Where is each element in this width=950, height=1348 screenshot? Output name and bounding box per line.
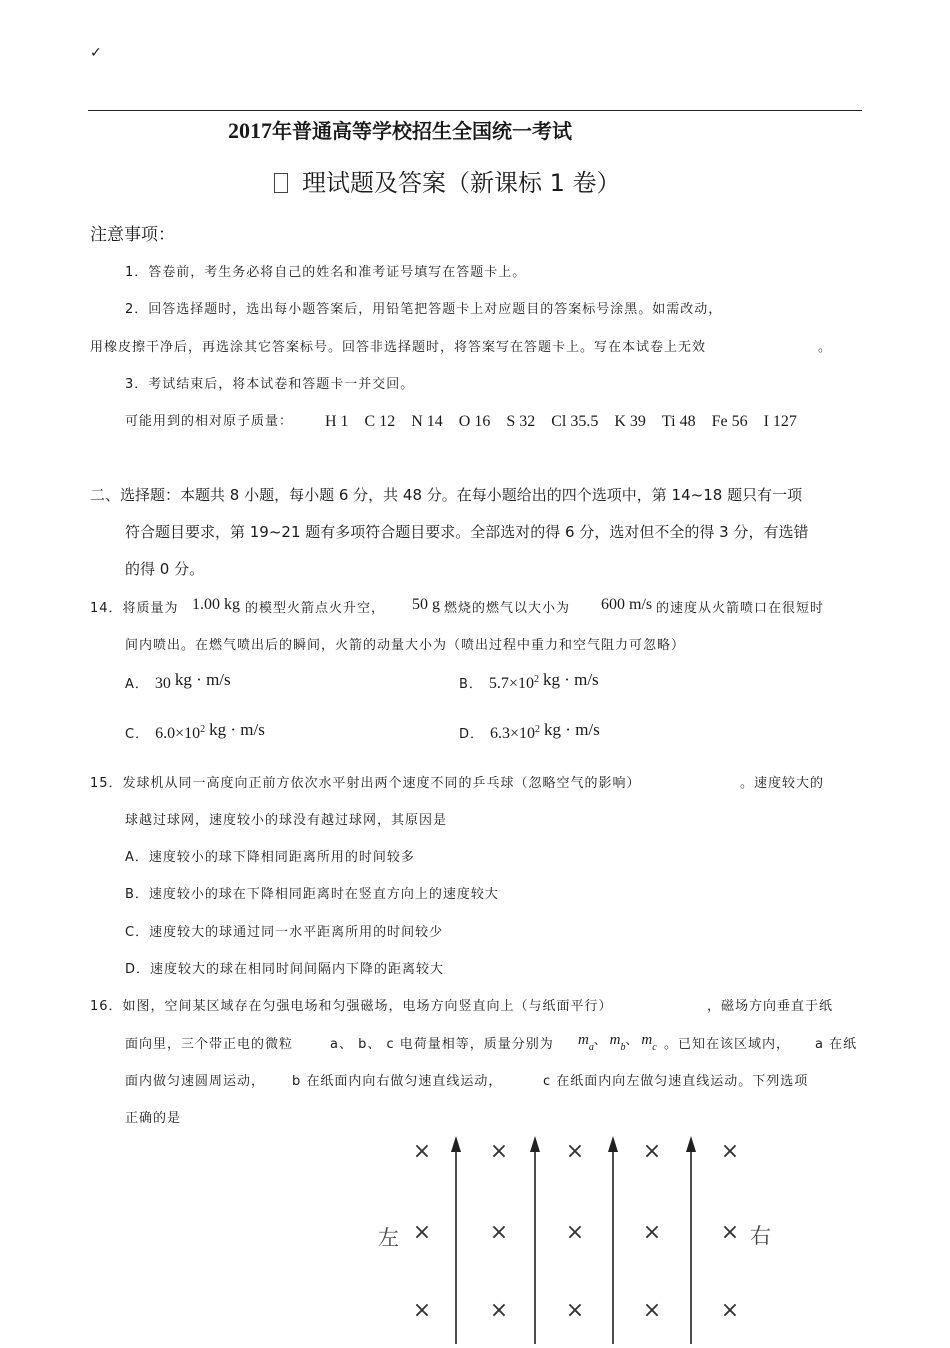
option-label: D． bbox=[459, 727, 485, 742]
q14-part-1: 14．将质量为 bbox=[90, 601, 179, 616]
arrowhead-3 bbox=[608, 1136, 618, 1152]
q14-part-3: 燃烧的燃气以大小为 bbox=[444, 601, 571, 616]
arrowhead-1 bbox=[451, 1136, 461, 1152]
cross: × bbox=[565, 1139, 585, 1164]
option-unit: kg · m/s bbox=[544, 720, 600, 739]
q16-line-2a: 面向里，三个带正电的微粒 bbox=[125, 1037, 294, 1052]
q14-option-a bbox=[125, 670, 231, 693]
title-line-2 bbox=[274, 163, 621, 198]
mass-c-subscript: c bbox=[652, 1042, 657, 1053]
right-label: 右 bbox=[750, 1224, 771, 1248]
cross: × bbox=[565, 1220, 585, 1245]
q16-masses: $m_a$、 $m_b$、 $m_c$ bbox=[578, 1032, 657, 1053]
q15-line-1b: 。速度较大的 bbox=[740, 776, 825, 791]
note-2b: 用橡皮擦干净后，再选涂其它答案标号。回答非选择题时，将答案写在答题卡上。写在本试卷上无效 bbox=[90, 340, 707, 355]
mass-c: m bbox=[641, 1032, 653, 1048]
q16-line-3c: c 在纸面内向左做匀速直线运动。下列选项 bbox=[543, 1074, 809, 1089]
q14-option-c bbox=[125, 720, 265, 743]
cross: × bbox=[565, 1298, 585, 1323]
cross: × bbox=[489, 1298, 509, 1323]
q16-line-3b: b 在纸面内向右做匀速直线运动， bbox=[292, 1074, 503, 1089]
note-4-label: 可能用到的相对原子质量： bbox=[125, 414, 294, 429]
option-value: 6.3×10 bbox=[490, 725, 536, 742]
cross: × bbox=[642, 1220, 662, 1245]
arrowhead-4 bbox=[686, 1136, 696, 1152]
option-value: 6.0×10 bbox=[155, 725, 201, 742]
field-diagram bbox=[360, 1130, 790, 1344]
note-2a: 2．回答选择题时，选出每小题答案后，用铅笔把答题卡上对应题目的答案标号涂黑。如需改动， bbox=[125, 302, 723, 317]
option-unit: kg · m/s bbox=[542, 670, 599, 689]
cross: × bbox=[642, 1298, 662, 1323]
section2-line-2: 符合题目要求，第 19~21 题有多项符合题目要求。全部选对的得 6 分，选对但不全的得 3 分，有选错 bbox=[125, 523, 809, 541]
field-diagram-svg bbox=[360, 1130, 790, 1344]
option-exponent: 2 bbox=[535, 724, 541, 735]
option-label: C． bbox=[125, 727, 150, 742]
title-line-1 bbox=[228, 115, 572, 144]
q16-line-2d: a 在纸 bbox=[815, 1037, 858, 1052]
q16-line-2c: 。已知在该区域内， bbox=[664, 1037, 791, 1052]
note-2c: 。 bbox=[818, 340, 833, 355]
cross: × bbox=[489, 1139, 509, 1164]
title-subject: 理试题及答案（新课标 1 卷） bbox=[302, 169, 621, 197]
q14-part-2: 的模型火箭点火升空， bbox=[245, 601, 386, 616]
q14-part-4: 的速度从火箭喷口在很短时 bbox=[656, 601, 825, 616]
option-exponent: 2 bbox=[200, 724, 206, 735]
atomic-masses: H 1 C 12 N 14 O 16 S 32 Cl 35.5 K 39 Ti 48 Fe 56 I 127 bbox=[325, 413, 797, 430]
q14-line-2: 间内喷出。在燃气喷出后的瞬间，火箭的动量大小为（喷出过程中重力和空气阻力可忽略） bbox=[125, 638, 686, 653]
mass-a: m bbox=[578, 1032, 589, 1048]
option-label: A． bbox=[125, 677, 149, 692]
option-label: B． bbox=[459, 677, 483, 692]
cross: × bbox=[720, 1298, 740, 1323]
q15-option-a: A．速度较小的球下降相同距离所用的时间较多 bbox=[125, 850, 415, 865]
q16-line-1b: ，磁场方向垂直于纸 bbox=[707, 999, 834, 1014]
note-1: 1．答卷前，考生务必将自己的姓名和准考证号填写在答题卡上。 bbox=[125, 265, 527, 280]
left-label: 左 bbox=[378, 1226, 399, 1250]
option-exponent: 2 bbox=[533, 674, 539, 685]
arrowhead-2 bbox=[530, 1136, 540, 1152]
q14-speed: 600 m/s bbox=[601, 596, 653, 613]
q15-option-b: B．速度较小的球在下降相同距离时在竖直方向上的速度较大 bbox=[125, 887, 499, 902]
title-year: 2017 bbox=[228, 118, 272, 143]
option-value: 5.7×10 bbox=[488, 675, 534, 692]
q16-line-3a: 面内做匀速圆周运动， bbox=[125, 1074, 266, 1089]
q14-mass: 1.00 kg bbox=[192, 596, 240, 613]
section2-line-3: 的得 0 分。 bbox=[125, 560, 205, 578]
q16-line-1: 16．如图，空间某区域存在匀强电场和匀强磁场，电场方向竖直向上（与纸面平行） bbox=[90, 999, 613, 1014]
cross: × bbox=[412, 1220, 432, 1245]
header-rule bbox=[88, 110, 862, 111]
cross: × bbox=[720, 1139, 740, 1164]
q14-fuel-mass: 50 g bbox=[412, 596, 440, 613]
q15-line-2: 球越过球网，速度较小的球没有越过球网，其原因是 bbox=[125, 813, 448, 828]
cross: × bbox=[412, 1139, 432, 1164]
note-3: 3．考试结束后，将本试卷和答题卡一并交回。 bbox=[125, 377, 415, 392]
mass-a-subscript: a bbox=[588, 1042, 594, 1053]
q15-option-d: D．速度较大的球在相同时间间隔内下降的距离较大 bbox=[125, 962, 445, 977]
cross: × bbox=[412, 1298, 432, 1323]
cross: × bbox=[720, 1220, 740, 1245]
option-value: 30 bbox=[154, 675, 171, 692]
checkmark-icon: ✓ bbox=[90, 45, 102, 61]
option-unit: kg · m/s bbox=[209, 720, 265, 739]
cross: × bbox=[642, 1139, 662, 1164]
title-rest: 年普通高等学校招生全国统一考试 bbox=[272, 119, 572, 143]
mass-b-subscript: b bbox=[620, 1042, 626, 1053]
section2-line-1: 二、选择题：本题共 8 小题，每小题 6 分，共 48 分。在每小题给出的四个选项中，第 14~18 题只有一项 bbox=[90, 486, 803, 504]
q14-option-d bbox=[459, 720, 600, 743]
q16-line-2b: a、 b、 c 电荷量相等，质量分别为 bbox=[330, 1037, 554, 1052]
q15-line-1: 15．发球机从同一高度向正前方依次水平射出两个速度不同的乒乓球（忽略空气的影响） bbox=[90, 776, 641, 791]
mass-b: m bbox=[609, 1032, 621, 1048]
q14-option-b bbox=[459, 670, 599, 693]
q15-option-c: C．速度较大的球通过同一水平距离所用的时间较少 bbox=[125, 925, 444, 940]
missing-glyph-box bbox=[274, 173, 288, 193]
q16-line-4: 正确的是 bbox=[125, 1111, 182, 1126]
option-unit: kg · m/s bbox=[174, 670, 231, 689]
cross: × bbox=[489, 1220, 509, 1245]
notes-heading: 注意事项： bbox=[90, 225, 175, 245]
